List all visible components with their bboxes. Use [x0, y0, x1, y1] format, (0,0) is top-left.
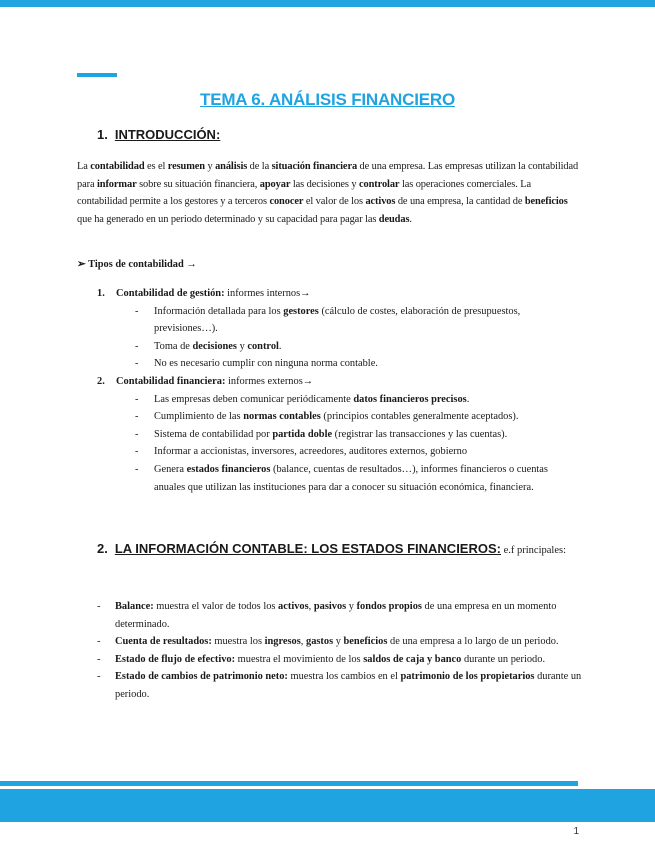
- section-title: LA INFORMACIÓN CONTABLE: LOS ESTADOS FINANCIEROS:: [114, 541, 501, 556]
- list-item: - Cuenta de resultados: muestra los ingresos, gastos y beneficios de una empresa a lo largo de un periodo.: [97, 633, 582, 651]
- bold-term: contabilidad: [90, 161, 145, 172]
- footer-thin-bar: [0, 781, 578, 786]
- bold-term: resumen: [167, 161, 205, 172]
- bold-term: Cuenta de resultados:: [115, 636, 212, 648]
- bold-term: controlar: [358, 178, 400, 190]
- tipos-label-text: ➢ Tipos de contabilidad: [77, 259, 184, 270]
- section-number: 2.: [97, 541, 108, 556]
- dash-bullet-icon: -: [135, 411, 139, 423]
- dash-bullet-icon: -: [97, 636, 101, 648]
- bold-term: patrimonio de los propietarios: [400, 671, 535, 683]
- type-subitems: [97, 391, 577, 497]
- bold-term: informar: [96, 178, 137, 190]
- dash-bullet-icon: -: [135, 358, 139, 370]
- dash-bullet-icon: -: [135, 428, 139, 440]
- sub-item: - Sistema de contabilidad por partida doble (registrar las transacciones y las cuentas).: [97, 426, 574, 444]
- sub-item: - Cumplimiento de las normas contables (principios contables generalmente aceptados).: [97, 408, 574, 426]
- dash-bullet-icon: -: [135, 446, 139, 458]
- intro-paragraph: La contabilidad es el resumen y análisis de la situación financiera de una empresa. Las empresas utilizan la contabilidad para informar sobre su situación financiera, apoyar las decisiones y controlar las operaciones comerciales. La contabilidad permite a los gestores y a terceros conocer el valor de los activos de una empresa, la cantidad de beneficios que ha generado en un periodo determinado y su capacidad para pagar las deudas.: [77, 161, 579, 225]
- section-title: INTRODUCCIÓN:: [114, 127, 221, 142]
- dash-bullet-icon: -: [135, 305, 139, 317]
- list-item: - Balance: muestra el valor de todos los activos, pasivos y fondos propios de una empresa en un momento determinado.: [97, 598, 582, 633]
- section-heading-estados-financieros: [97, 541, 566, 556]
- type-heading: [97, 373, 577, 391]
- sub-item: - Informar a accionistas, inversores, acreedores, auditores externos, gobierno: [97, 443, 574, 461]
- bold-term: beneficios: [524, 196, 568, 208]
- section-title-tail: e.f principales:: [500, 545, 566, 556]
- section-number: 1.: [97, 127, 108, 142]
- dash-bullet-icon: -: [135, 463, 139, 475]
- list-item: - Estado de cambios de patrimonio neto: muestra los cambios en el patrimonio de los propietarios durante un periodo.: [97, 668, 582, 703]
- dash-bullet-icon: -: [97, 653, 101, 665]
- sub-item: - No es necesario cumplir con ninguna norma contable.: [97, 355, 574, 373]
- type-name: Contabilidad de gestión:: [116, 288, 225, 299]
- sub-item: - Información detallada para los gestores (cálculo de costes, elaboración de presupuestos, previsiones…).: [97, 303, 574, 338]
- bold-term: pasivos: [313, 601, 347, 612]
- bold-term: Estado de cambios de patrimonio neto:: [115, 671, 288, 683]
- list-item: - Estado de flujo de efectivo: muestra el movimiento de los saldos de caja y banco durante un periodo.: [97, 651, 582, 669]
- dash-bullet-icon: -: [97, 671, 101, 683]
- dash-bullet-icon: -: [135, 340, 139, 352]
- bold-term: decisiones: [192, 340, 237, 352]
- top-accent-bar: [0, 0, 655, 7]
- section-heading-introduccion: [97, 127, 220, 142]
- sub-item: - Las empresas deben comunicar periódicamente datos financieros precisos.: [97, 391, 574, 409]
- page-number: 1: [573, 826, 579, 837]
- bold-term: fondos propios: [356, 601, 422, 612]
- bold-term: estados financieros: [186, 463, 271, 475]
- sub-item: - Toma de decisiones y control.: [97, 338, 574, 356]
- bold-term: Estado de flujo de efectivo:: [115, 653, 236, 665]
- bold-term: control: [247, 340, 279, 352]
- bold-term: gestores: [283, 305, 319, 317]
- bold-term: deudas: [378, 213, 410, 225]
- dash-bullet-icon: -: [135, 393, 139, 405]
- tipos-contabilidad-label: [77, 258, 197, 270]
- type-desc: informes internos→: [224, 288, 311, 299]
- bold-term: situación financiera: [271, 161, 358, 172]
- bold-term: activos: [278, 601, 309, 612]
- type-desc: informes externos→: [225, 376, 314, 387]
- type-item-gestion: [97, 285, 577, 373]
- estados-financieros-list: [97, 598, 582, 704]
- type-subitems: [97, 303, 577, 373]
- sub-item: - Genera estados financieros (balance, cuentas de resultados…), informes financieros o cuentas anuales que utilizan las instituciones para dar a conocer su situación económica, financiera.: [97, 461, 574, 496]
- dash-bullet-icon: -: [97, 601, 101, 612]
- bold-term: beneficios: [343, 636, 388, 648]
- type-number: 2.: [97, 376, 105, 387]
- bold-term: gastos: [306, 636, 334, 648]
- bold-term: activos: [365, 196, 396, 208]
- bold-term: normas contables: [243, 411, 321, 423]
- type-number: 1.: [97, 288, 105, 299]
- accent-dash: [77, 73, 117, 77]
- bold-term: análisis: [215, 161, 248, 172]
- bold-term: partida doble: [272, 428, 333, 440]
- footer-band: [0, 789, 655, 822]
- bold-term: datos financieros precisos: [353, 393, 467, 405]
- document-title: TEMA 6. ANÁLISIS FINANCIERO: [200, 90, 455, 109]
- type-name: Contabilidad financiera:: [116, 376, 226, 387]
- bold-term: conocer: [269, 196, 304, 208]
- bold-term: Balance:: [115, 601, 154, 612]
- arrow-right-icon: →: [183, 259, 197, 270]
- bold-term: apoyar: [259, 178, 291, 190]
- type-item-financiera: [97, 373, 577, 496]
- type-heading: [97, 285, 577, 303]
- bold-term: saldos de caja y banco: [363, 653, 462, 665]
- bold-term: ingresos: [264, 636, 301, 648]
